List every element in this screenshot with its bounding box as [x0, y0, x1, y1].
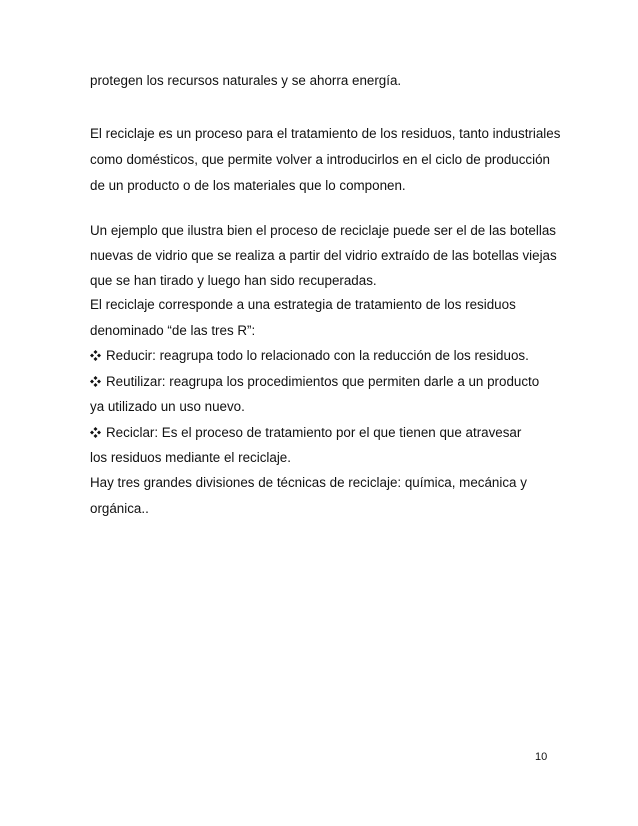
bullet-text: Reducir: reagrupa todo lo relacionado con la reducción de los residuos.: [106, 348, 529, 363]
bullet-item-reutilizar: [90, 374, 539, 390]
paragraph-line: El reciclaje es un proceso para el tratamiento de los residuos, tanto industriales: [90, 126, 561, 141]
paragraph-line: El reciclaje corresponde a una estrategia de tratamiento de los residuos: [90, 297, 516, 312]
page-number: 10: [535, 751, 548, 763]
bullet-text: Reutilizar: reagrupa los procedimientos que permiten darle a un producto: [106, 374, 540, 389]
paragraph-line: Un ejemplo que ilustra bien el proceso de reciclaje puede ser el de las botellas: [90, 223, 556, 238]
bullet-continuation: los residuos mediante el reciclaje.: [90, 450, 291, 465]
paragraph-line: como domésticos, que permite volver a introducirlos en el ciclo de producción: [90, 152, 550, 167]
paragraph-line: nuevas de vidrio que se realiza a partir del vidrio extraído de las botellas viejas: [90, 248, 557, 263]
bullet-item-reducir: [90, 348, 529, 364]
bullet-text: Reciclar: Es el proceso de tratamiento por el que tienen que atravesar: [106, 425, 522, 440]
paragraph-line: que se han tirado y luego han sido recuperadas.: [90, 273, 377, 288]
bullet-continuation: ya utilizado un uso nuevo.: [90, 399, 245, 414]
paragraph-line: protegen los recursos naturales y se ahorra energía.: [90, 73, 402, 88]
four-diamond-bullet-icon: [90, 376, 101, 387]
four-diamond-bullet-icon: [90, 350, 101, 361]
paragraph-line: Hay tres grandes divisiones de técnicas de reciclaje: química, mecánica y: [90, 475, 527, 490]
paragraph-line: denominado “de las tres R”:: [90, 323, 256, 338]
four-diamond-bullet-icon: [90, 427, 101, 438]
bullet-item-reciclar: [90, 425, 521, 441]
paragraph-line: orgánica..: [90, 501, 149, 516]
paragraph-line: de un producto o de los materiales que lo componen.: [90, 178, 406, 193]
